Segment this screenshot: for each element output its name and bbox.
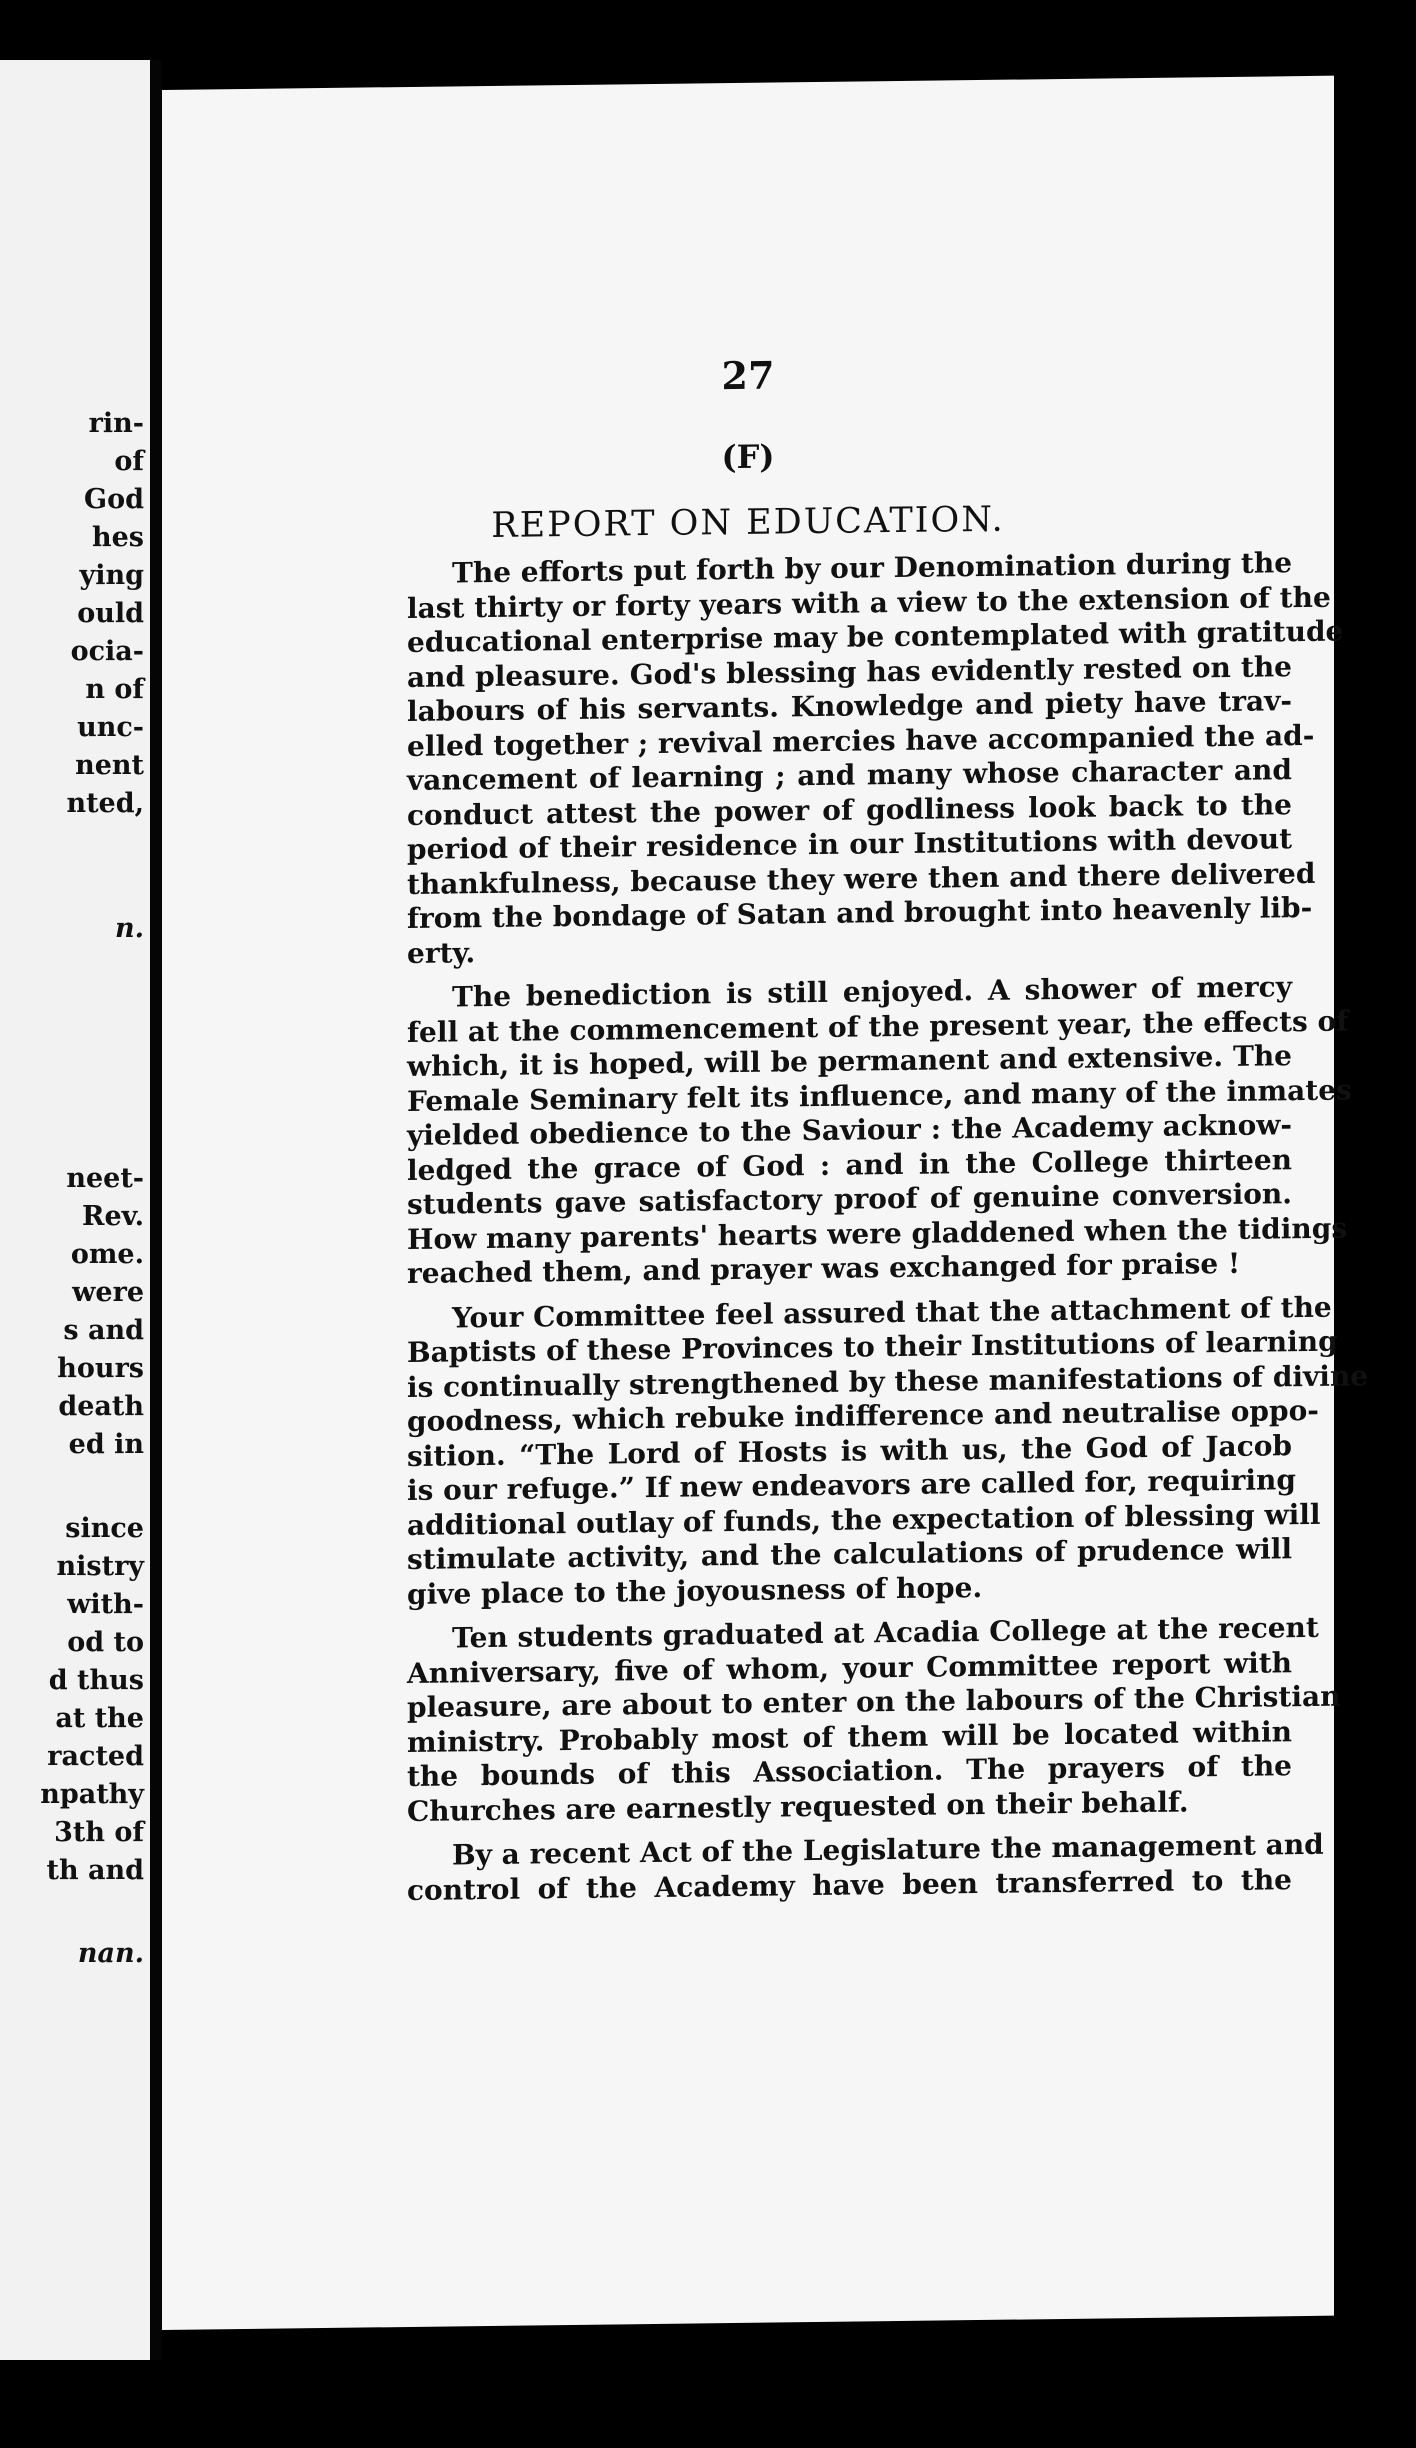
text-line: ministry. Probably most of them will be located within <box>407 1714 1292 1759</box>
report-title: REPORT ON EDUCATION. <box>491 499 1005 546</box>
report-paragraph <box>362 546 1344 971</box>
text-line: stimulate activity, and the calculations of prudence will <box>407 1532 1292 1577</box>
text-line: conduct attest the power of godliness look back to the <box>407 787 1292 832</box>
left-page-line: hes <box>91 522 144 553</box>
page-number: 27 <box>721 352 775 399</box>
text-line: By a recent Act of the Legislature the management and <box>452 1827 1324 1872</box>
left-page-line: npathy <box>40 1779 144 1810</box>
text-line: pleasure, are about to enter on the labours of the Christian <box>407 1679 1341 1725</box>
left-page-line: s and <box>63 1315 144 1346</box>
text-line: period of their residence in our Institutions with devout <box>407 822 1292 867</box>
left-page-line: th and <box>46 1855 144 1886</box>
text-line: educational enterprise may be contemplated with gratitude <box>407 614 1344 660</box>
left-page-line: nan. <box>77 1938 144 1969</box>
report-paragraph <box>362 1610 1341 1829</box>
text-line: Churches are earnestly requested on their behalf. <box>407 1784 1189 1828</box>
text-line: and pleasure. God's blessing has evidently rested on the <box>407 649 1292 694</box>
section-label: (F) <box>721 437 775 477</box>
text-line: goodness, which rebuke indifference and neutralise oppo- <box>407 1393 1319 1439</box>
text-line: is continually strengthened by these manifestations of divine <box>407 1358 1369 1404</box>
text-line: Anniversary, five of whom, your Committee report with <box>407 1645 1292 1690</box>
left-page-line: with- <box>67 1589 144 1620</box>
text-line: from the bondage of Satan and brought into heavenly lib- <box>407 890 1313 936</box>
text-line: the bounds of this Association. The prayers of the <box>407 1749 1292 1794</box>
text-line: Baptists of these Provinces to their Institutions of learning <box>407 1324 1338 1370</box>
text-line: Ten students graduated at Acadia College at the recent <box>452 1610 1319 1655</box>
text-line: ledged the grace of God : and in the College thirteen <box>407 1142 1292 1187</box>
text-line: students gave satisfactory proof of genuine conversion. <box>407 1177 1292 1222</box>
book-gutter <box>150 60 162 2360</box>
left-page-line: hours <box>57 1353 144 1384</box>
left-page-line: God <box>84 484 144 515</box>
report-paragraph <box>362 1827 1324 1908</box>
text-line: give place to the joyousness of hope. <box>407 1570 983 1611</box>
report-body <box>362 546 1369 1908</box>
text-line: control of the Academy have been transferred to the <box>407 1862 1292 1907</box>
left-page-line: ome. <box>70 1239 144 1270</box>
text-line: Female Seminary felt its influence, and many of the inmates <box>407 1072 1352 1118</box>
left-page-line: nent <box>75 750 144 781</box>
text-line: The efforts put forth by our Denomination during the <box>452 546 1293 590</box>
text-line: reached them, and prayer was exchanged for praise ! <box>407 1246 1241 1291</box>
text-line: sition. “The Lord of Hosts is with us, the God of Jacob <box>407 1428 1292 1473</box>
text-line: Your Committee feel assured that the attachment of the <box>452 1290 1332 1334</box>
text-line: vancement of learning ; and many whose character and <box>407 753 1292 798</box>
text-line: is our refuge.” If new endeavors are called for, requiring <box>407 1463 1296 1508</box>
left-page-line: rin- <box>88 408 144 439</box>
left-page-line: ying <box>79 560 144 591</box>
text-line: How many parents' hearts were gladdened when the tidings <box>407 1211 1348 1256</box>
left-page-line: since <box>65 1513 144 1544</box>
left-page-line: ould <box>77 598 144 629</box>
text-line: elled together ; revival mercies have accompanied the ad- <box>407 718 1315 763</box>
left-page-line: unc- <box>77 712 144 743</box>
left-page-line: ed in <box>68 1429 144 1460</box>
left-page-line: d thus <box>48 1665 144 1696</box>
text-line: erty. <box>407 935 476 970</box>
left-page-line: racted <box>47 1741 144 1772</box>
left-page-line: death <box>58 1391 144 1422</box>
right-page <box>162 76 1369 2330</box>
text-line: The benediction is still enjoyed. A shower of mercy <box>452 970 1292 1014</box>
text-line: additional outlay of funds, the expectation of blessing will <box>407 1497 1321 1542</box>
left-page-line: nistry <box>56 1551 144 1582</box>
left-page-line: nted, <box>66 788 144 819</box>
text-line: which, it is hoped, will be permanent and extensive. The <box>407 1039 1292 1084</box>
left-page-line: od to <box>67 1627 144 1658</box>
left-page-line: were <box>72 1277 144 1308</box>
text-line: labours of his servants. Knowledge and piety have trav- <box>407 684 1292 729</box>
left-page-line: at the <box>55 1703 144 1734</box>
left-page-line: 3th of <box>54 1817 144 1848</box>
report-paragraph <box>362 1290 1369 1613</box>
text-line: thankfulness, because they were then and there delivered <box>407 856 1316 901</box>
text-line: yielded obedience to the Saviour : the Academy acknow- <box>407 1108 1292 1153</box>
left-page-fragment <box>0 60 150 2360</box>
report-paragraph <box>362 970 1352 1292</box>
left-page-line: ocia- <box>70 636 144 667</box>
left-page-line: Rev. <box>82 1201 144 1232</box>
left-page-line: of <box>114 446 144 477</box>
left-page-line: n of <box>85 674 144 705</box>
left-page-line: n. <box>114 913 144 944</box>
left-page-line: neet- <box>66 1163 144 1194</box>
text-line: fell at the commencement of the present year, the effects of <box>407 1004 1349 1049</box>
text-line: last thirty or forty years with a view to the extension of the <box>407 580 1331 625</box>
